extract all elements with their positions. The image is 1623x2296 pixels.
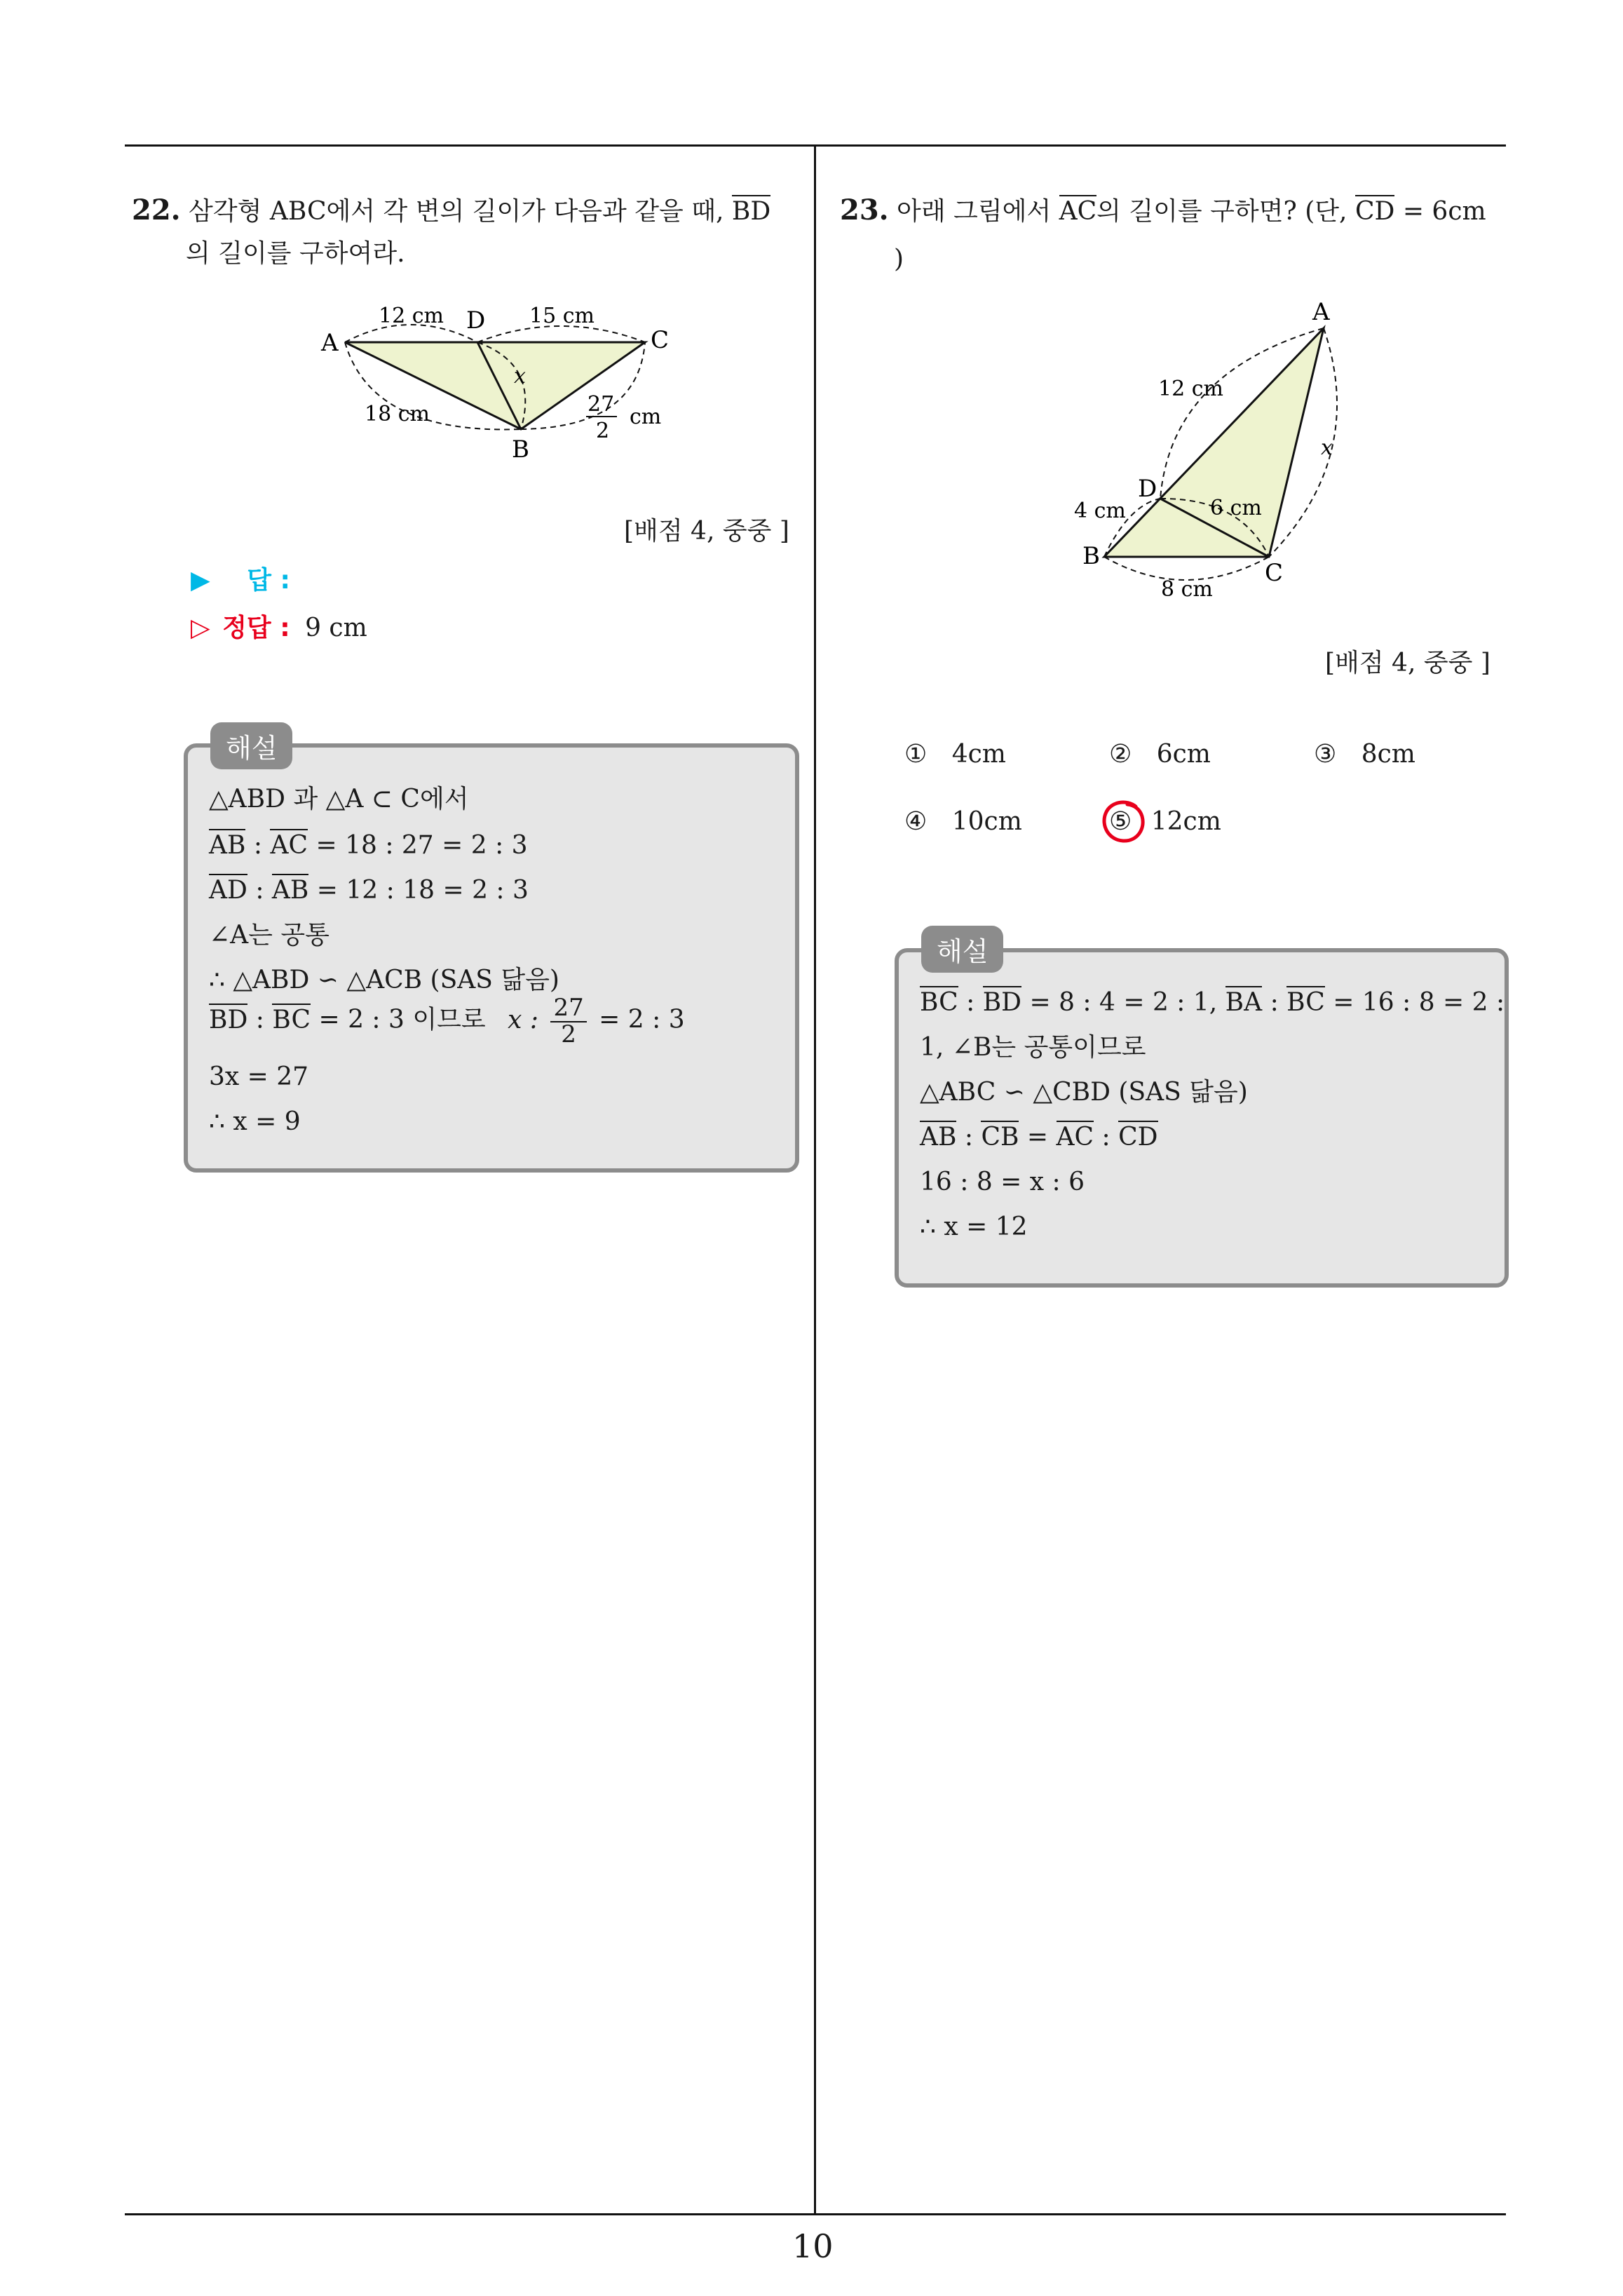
- q23-solution-tab: 해설: [921, 926, 1003, 973]
- q23-choice-1[interactable]: ① 4cm: [904, 740, 1006, 769]
- q22-correct-row: [191, 613, 367, 643]
- q23-triangle: [1104, 328, 1324, 557]
- q22-len-ab: 18 cm: [365, 402, 430, 426]
- q22-len-dc: 15 cm: [529, 304, 595, 328]
- q23-label-c: C: [1265, 559, 1284, 587]
- q22-sol-l6: BD : BC = 2 : 3 이므로 x : $\frac{27}{2}$ = 2 : 3: [209, 994, 685, 1048]
- q22-sol-l7: 3x = 27: [209, 1062, 309, 1091]
- page-number: 10: [792, 2227, 834, 2265]
- q22-len-bc-num: 27: [588, 392, 615, 417]
- q23-sol-l1: BC : BD = 8 : 4 = 2 : 1, BA : BC = 16 : 8 = 2 :: [920, 987, 1505, 1018]
- q23-label-b: B: [1082, 542, 1100, 570]
- q23-sol-l6: ∴ x = 12: [920, 1213, 1028, 1241]
- q22-sol-l8: ∴ x = 9: [209, 1107, 301, 1136]
- q22-sol-l1: △ABD 과 △A ⊂ C에서: [209, 785, 469, 813]
- q23-label-x: x: [1321, 435, 1333, 460]
- selected-answer-circle-icon: [1099, 797, 1148, 846]
- q23-len-bc: 8 cm: [1161, 577, 1213, 602]
- q23-sol-l3: △ABC ∽ △CBD (SAS 닮음): [920, 1078, 1248, 1107]
- q22-sol-l3: AD : AB = 12 : 18 = 2 : 3: [209, 875, 529, 905]
- q23-label-d: D: [1138, 475, 1157, 503]
- q22-sol-l4: ∠A는 공통: [209, 921, 330, 950]
- q23-choice-4[interactable]: ④ 10cm: [904, 807, 1022, 836]
- q22-sol-l5: ∴ △ABD ∽ △ACB (SAS 닮음): [209, 966, 559, 994]
- q22-correct-arrow-icon: ▷: [191, 614, 210, 642]
- q22-line1: [132, 194, 770, 227]
- q23-len-ad: 12 cm: [1158, 377, 1223, 401]
- q22-len-bc-den: 2: [596, 419, 610, 443]
- q23-line2: ): [894, 245, 904, 274]
- q23-choice-3[interactable]: ③ 8cm: [1314, 740, 1415, 769]
- q22-arc-dc: [477, 326, 645, 342]
- q23-choice-5[interactable]: ⑤ 12cm: [1109, 807, 1221, 836]
- column-divider: [814, 144, 816, 2215]
- q23-sol-l2: 1, ∠B는 공통이므로: [920, 1033, 1146, 1062]
- q22-stem-bd: BD: [732, 195, 770, 226]
- q22-label-a: A: [321, 329, 339, 357]
- q22-answer-row: [191, 565, 290, 595]
- q23-sol-l4: AB : CB = AC : CD: [920, 1122, 1158, 1152]
- q22-solution-box: [184, 743, 799, 1173]
- q23-line1: 23. 아래 그림에서 AC의 길이를 구하면? (단, CD = 6cm: [840, 194, 1486, 227]
- q23-meta: [배점 4, 중중 ]: [1325, 649, 1490, 677]
- q22-len-bc-unit: cm: [630, 405, 662, 429]
- q22-answer-label: 답 :: [247, 566, 290, 595]
- q22-stem: 삼각형 ABC에서 각 변의 길이가 다음과 같을 때,: [189, 197, 724, 226]
- q23-choice-2[interactable]: ② 6cm: [1109, 740, 1211, 769]
- q22-answer-arrow-icon: ▶: [191, 566, 210, 595]
- q22-label-x: x: [514, 364, 526, 389]
- q22-sol-l2: AB : AC = 18 : 27 = 2 : 3: [209, 830, 528, 860]
- q22-meta: [배점 4, 중중 ]: [624, 517, 789, 546]
- q22-label-c: C: [651, 326, 670, 354]
- q22-label-d: D: [466, 306, 486, 335]
- q23-sol-l5: 16 : 8 = x : 6: [920, 1168, 1085, 1196]
- q23-figure: [1066, 295, 1374, 603]
- bottom-rule: [125, 2213, 1506, 2215]
- q22-solution-tab: 해설: [210, 722, 292, 769]
- q23-len-cd: 6 cm: [1210, 496, 1262, 520]
- q22-label-b: B: [512, 435, 529, 464]
- q22-sol-fraction: $\frac{27}{2}$: [550, 996, 586, 1047]
- q22-figure: [308, 295, 687, 470]
- q22-line2: 의 길이를 구하여라.: [186, 239, 405, 268]
- q22-correct-label: 정답 :: [222, 614, 290, 642]
- q22-number: 22.: [132, 194, 181, 227]
- q22-len-ad: 12 cm: [379, 304, 444, 328]
- q22-correct-value: 9 cm: [305, 614, 367, 642]
- q23-number: 23.: [840, 194, 889, 227]
- q23-len-bd: 4 cm: [1074, 499, 1126, 523]
- q23-solution-box: [895, 948, 1509, 1288]
- q23-label-a: A: [1312, 298, 1330, 326]
